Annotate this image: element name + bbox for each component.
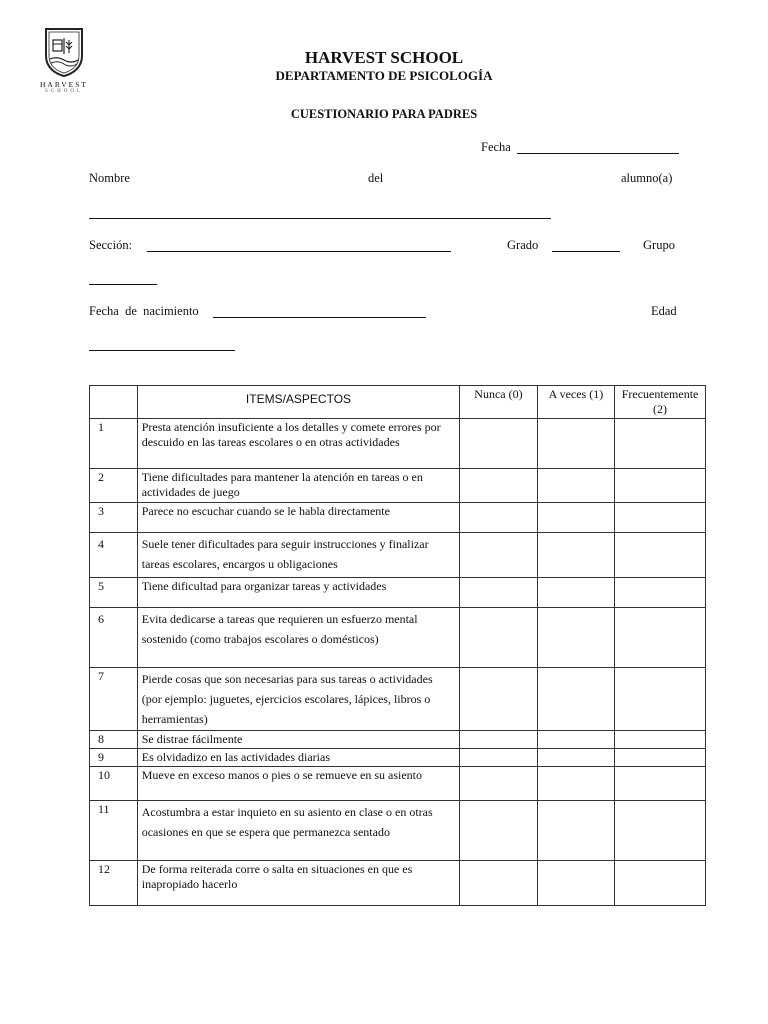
item-number: 9 (90, 749, 138, 767)
logo-subtext: SCHOOL (44, 89, 83, 94)
item-number: 11 (90, 801, 138, 861)
seccion-field[interactable] (147, 251, 451, 252)
frecuentemente-cell[interactable] (615, 731, 706, 749)
alumno-label: alumno(a) (621, 171, 673, 185)
table-row (90, 749, 706, 767)
item-text: Parece no escuchar cuando se le habla directamente (137, 503, 460, 533)
nunca-cell[interactable] (460, 503, 537, 533)
frecuentemente-cell[interactable] (615, 861, 706, 906)
a-veces-column-header: A veces (1) (537, 386, 614, 419)
edad-field[interactable] (89, 350, 235, 351)
item-text: Se distrae fácilmente (137, 731, 460, 749)
nacimiento-label: Fecha de nacimiento (89, 304, 199, 318)
grupo-label: Grupo (643, 238, 675, 252)
table-header-row (90, 386, 706, 419)
item-number: 7 (90, 668, 138, 731)
nunca-cell[interactable] (460, 469, 537, 503)
item-number: 4 (90, 533, 138, 578)
a-veces-cell[interactable] (537, 749, 614, 767)
item-text: Pierde cosas que son necesarias para sus tareas o actividades (por ejemplo: juguetes, ejercicios escolares, lápices, libros o herramientas) (137, 668, 460, 731)
item-number: 5 (90, 578, 138, 608)
item-number: 12 (90, 861, 138, 906)
nunca-cell[interactable] (460, 578, 537, 608)
table-row (90, 578, 706, 608)
a-veces-cell[interactable] (537, 469, 614, 503)
table-row (90, 767, 706, 801)
item-text: De forma reiterada corre o salta en situaciones en que es inapropiado hacerlo (137, 861, 460, 906)
table-row (90, 731, 706, 749)
a-veces-cell[interactable] (537, 608, 614, 668)
table-row (90, 469, 706, 503)
nunca-cell[interactable] (460, 749, 537, 767)
a-veces-cell[interactable] (537, 578, 614, 608)
item-number: 10 (90, 767, 138, 801)
table-row (90, 608, 706, 668)
item-text: Mueve en exceso manos o pies o se remueve en su asiento (137, 767, 460, 801)
frecuentemente-cell[interactable] (615, 749, 706, 767)
grupo-field[interactable] (89, 284, 157, 285)
frecuentemente-cell[interactable] (615, 767, 706, 801)
a-veces-cell[interactable] (537, 419, 614, 469)
frecuentemente-cell[interactable] (615, 578, 706, 608)
frecuentemente-cell[interactable] (615, 503, 706, 533)
item-number: 1 (90, 419, 138, 469)
department-name: DEPARTAMENTO DE PSICOLOGÍA (275, 68, 493, 83)
grado-label: Grado (507, 238, 539, 252)
item-number: 8 (90, 731, 138, 749)
a-veces-cell[interactable] (537, 668, 614, 731)
del-label: del (368, 171, 384, 185)
nunca-cell[interactable] (460, 419, 537, 469)
a-veces-cell[interactable] (537, 801, 614, 861)
nunca-cell[interactable] (460, 801, 537, 861)
nunca-cell[interactable] (460, 767, 537, 801)
item-text: Tiene dificultad para organizar tareas y actividades (137, 578, 460, 608)
table-row (90, 503, 706, 533)
item-number: 6 (90, 608, 138, 668)
nunca-cell[interactable] (460, 861, 537, 906)
item-text: Suele tener dificultades para seguir instrucciones y finalizar tareas escolares, encargos u obligaciones (137, 533, 460, 578)
a-veces-cell[interactable] (537, 503, 614, 533)
nunca-column-header: Nunca (0) (460, 386, 537, 419)
a-veces-cell[interactable] (537, 767, 614, 801)
nunca-cell[interactable] (460, 731, 537, 749)
edad-label: Edad (651, 304, 677, 318)
items-column-header: ITEMS/ASPECTOS (137, 386, 460, 419)
fecha-field[interactable] (517, 153, 679, 154)
a-veces-cell[interactable] (537, 731, 614, 749)
item-text: Es olvidadizo en las actividades diarias (137, 749, 460, 767)
frecuentemente-cell[interactable] (615, 608, 706, 668)
frecuentemente-cell[interactable] (615, 801, 706, 861)
nunca-cell[interactable] (460, 668, 537, 731)
nacimiento-field[interactable] (213, 317, 426, 318)
fecha-label: Fecha (481, 140, 511, 154)
item-text: Evita dedicarse a tareas que requieren un esfuerzo mental sostenido (como trabajos escolares o domésticos) (137, 608, 460, 668)
table-row (90, 533, 706, 578)
frecuentemente-cell[interactable] (615, 419, 706, 469)
frecuentemente-cell[interactable] (615, 668, 706, 731)
grado-field[interactable] (552, 251, 620, 252)
item-text: Tiene dificultades para mantener la atención en tareas o en actividades de juego (137, 469, 460, 503)
item-number: 3 (90, 503, 138, 533)
questionnaire-title: CUESTIONARIO PARA PADRES (290, 107, 478, 121)
logo-wordmark: HARVEST (40, 80, 88, 89)
nombre-field[interactable] (89, 218, 551, 219)
item-text: Acostumbra a estar inquieto en su asiento en clase o en otras ocasiones en que se espera que permanezca sentado (137, 801, 460, 861)
frecuentemente-cell[interactable] (615, 469, 706, 503)
table-row (90, 801, 706, 861)
table-row (90, 861, 706, 906)
seccion-label: Sección: (89, 238, 133, 252)
nunca-cell[interactable] (460, 608, 537, 668)
a-veces-cell[interactable] (537, 533, 614, 578)
frecuentemente-cell[interactable] (615, 533, 706, 578)
item-number: 2 (90, 469, 138, 503)
number-column-header (90, 386, 138, 419)
nombre-label: Nombre (89, 171, 130, 185)
table-row (90, 419, 706, 469)
item-text: Presta atención insuficiente a los detalles y comete errores por descuido en las tareas escolares o en otras actividades (137, 419, 460, 469)
questionnaire-table (89, 385, 706, 906)
nunca-cell[interactable] (460, 533, 537, 578)
a-veces-cell[interactable] (537, 861, 614, 906)
table-row (90, 668, 706, 731)
frecuentemente-column-header: Frecuentemente (2) (615, 386, 706, 419)
school-name: HARVEST SCHOOL (304, 48, 464, 67)
